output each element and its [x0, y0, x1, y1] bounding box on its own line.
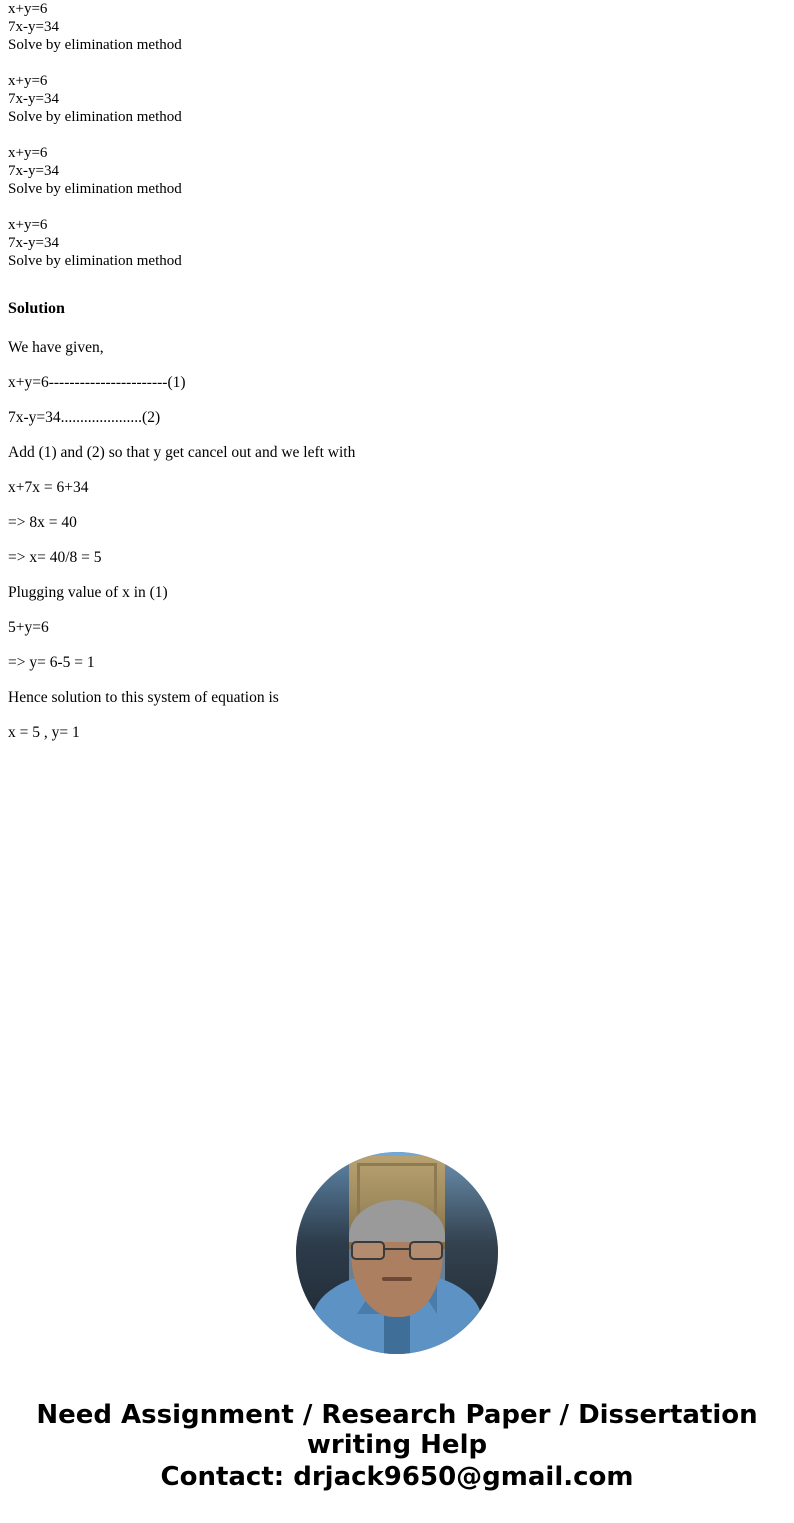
question-item	[8, 0, 786, 54]
question-instruction: Solve by elimination method	[8, 37, 182, 53]
question-equation-1: x+y=6	[8, 217, 48, 233]
promo-contact: Contact: drjack9650@gmail.com	[160, 1462, 634, 1492]
avatar-tie	[384, 1312, 410, 1354]
question-equation-2: 7x-y=34	[8, 19, 59, 35]
question-equation-1: x+y=6	[8, 73, 48, 89]
solution-step: x+y=6-----------------------(1)	[8, 374, 186, 391]
solution-heading: Solution	[8, 300, 65, 317]
question-item	[8, 72, 786, 126]
question-instruction: Solve by elimination method	[8, 109, 182, 125]
question-instruction: Solve by elimination method	[8, 253, 182, 269]
question-equation-2: 7x-y=34	[8, 163, 59, 179]
question-equation-1: x+y=6	[8, 1, 48, 17]
solution-step: => y= 6-5 = 1	[8, 654, 95, 671]
solution-step: Plugging value of x in (1)	[8, 584, 168, 601]
promo-line-2: writing Help	[306, 1430, 488, 1460]
glasses-icon	[351, 1241, 443, 1261]
question-instruction: Solve by elimination method	[8, 181, 182, 197]
avatar-lens-left	[351, 1241, 385, 1260]
question-item	[8, 144, 786, 198]
solution-step: x+7x = 6+34	[8, 479, 89, 496]
questions-section	[0, 0, 794, 270]
solution-step: Add (1) and (2) so that y get cancel out and we left with	[8, 444, 356, 461]
question-equation-2: 7x-y=34	[8, 91, 59, 107]
solution-step: x = 5 , y= 1	[8, 724, 80, 741]
question-item	[8, 216, 786, 270]
solution-step: 7x-y=34.....................(2)	[8, 409, 161, 426]
solution-step: => 8x = 40	[8, 514, 77, 531]
avatar	[296, 1152, 498, 1354]
avatar-lens-right	[409, 1241, 443, 1260]
solution-step: Hence solution to this system of equation is	[8, 689, 279, 706]
avatar-glasses-bridge	[385, 1248, 409, 1250]
question-equation-1: x+y=6	[8, 145, 48, 161]
avatar-container	[0, 1152, 794, 1354]
avatar-mouth	[382, 1277, 412, 1281]
solution-step: 5+y=6	[8, 619, 49, 636]
solution-step: => x= 40/8 = 5	[8, 549, 102, 566]
question-equation-2: 7x-y=34	[8, 235, 59, 251]
solution-step: We have given,	[8, 339, 104, 356]
promo-line-1: Need Assignment / Research Paper / Dissertation	[36, 1400, 758, 1430]
solution-body	[0, 340, 794, 741]
promo-banner	[0, 1400, 794, 1492]
